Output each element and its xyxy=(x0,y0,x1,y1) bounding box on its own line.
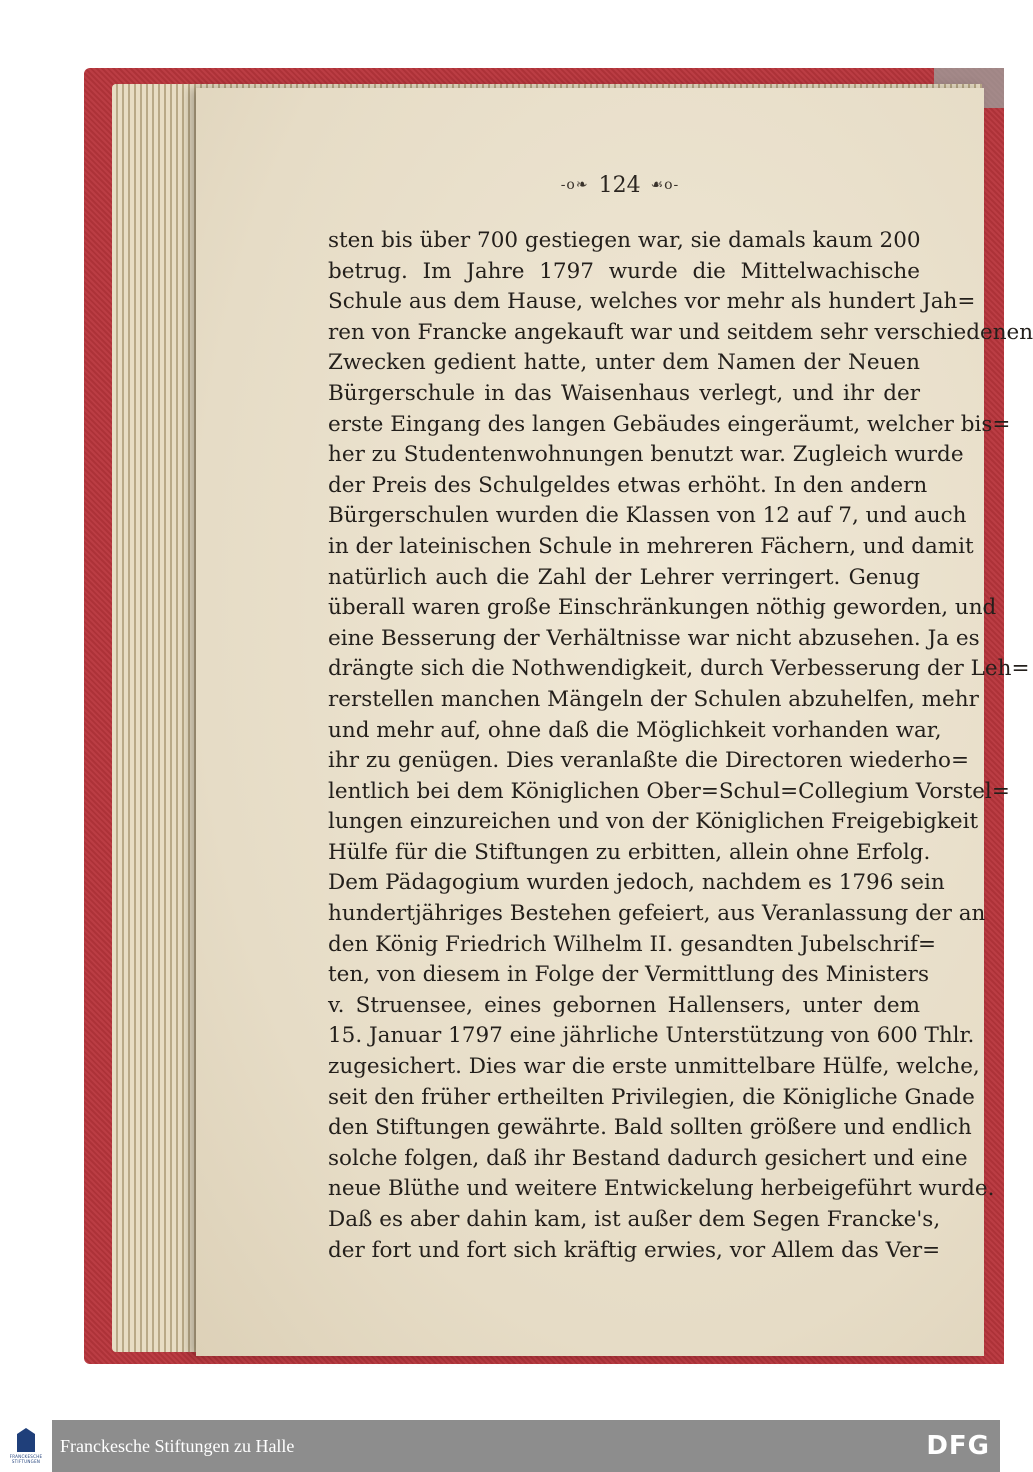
text-line: v. Struensee, eines gebornen Hallensers, unter dem xyxy=(328,992,920,1018)
text-line: lungen einzureichen und von der Königlichen Freigebigkeit xyxy=(328,809,979,835)
text-line: den König Friedrich Wilhelm II. gesandten Jubelschrif= xyxy=(328,931,937,957)
text-line: natürlich auch die Zahl der Lehrer verringert. Genug xyxy=(328,564,920,590)
dfg-logo[interactable]: DFG xyxy=(926,1431,990,1461)
text-line: sten bis über 700 gestiegen war, sie damals kaum 200 xyxy=(328,228,921,253)
institution-logo[interactable] xyxy=(0,1420,52,1472)
text-line: Dem Pädagogium wurden jedoch, nachdem es 1796 sein xyxy=(328,870,945,896)
text-line: den Stiftungen gewährte. Bald sollten größere und endlich xyxy=(328,1115,972,1141)
ornament-left-icon: -o❧ xyxy=(560,177,589,193)
text-line: der fort und fort sich kräftig erwies, vor Allem das Ver= xyxy=(328,1237,941,1263)
institution-name[interactable]: Franckesche Stiftungen zu Halle xyxy=(60,1435,295,1456)
text-line: Bürgerschule in das Waisenhaus verlegt, und ihr der xyxy=(328,380,920,406)
text-line: ihr zu genügen. Dies veranlaßte die Directoren wiederho= xyxy=(328,748,969,774)
text-line: 15. Januar 1797 eine jährliche Unterstützung von 600 Thlr. xyxy=(328,1023,975,1049)
text-line: rerstellen manchen Mängeln der Schulen abzuhelfen, mehr xyxy=(328,686,979,712)
text-line: der Preis des Schulgeldes etwas erhöht. In den andern xyxy=(328,472,928,498)
text-line: ren von Francke angekauft war und seitdem sehr verschiedenen xyxy=(328,319,1033,345)
text-line: hundertjähriges Bestehen gefeiert, aus Veranlassung der an xyxy=(328,901,986,927)
text-line: her zu Studentenwohnungen benutzt war. Zugleich wurde xyxy=(328,442,964,468)
text-line: Daß es aber dahin kam, ist außer dem Segen Francke's, xyxy=(328,1207,941,1232)
page-number: 124 xyxy=(598,172,641,198)
logo-caption: FRANCKESCHE STIFTUNGEN xyxy=(9,1454,43,1464)
text-line: und mehr auf, ohne daß die Möglichkeit vorhanden war, xyxy=(328,717,942,743)
text-line: erste Eingang des langen Gebäudes eingeräumt, welcher bis= xyxy=(328,411,1011,437)
text-line: zugesichert. Dies war die erste unmittelbare Hülfe, welche, xyxy=(328,1054,980,1080)
text-line: lentlich bei dem Königlichen Ober=Schul=Collegium Vorstel= xyxy=(328,778,1010,804)
text-line: neue Blüthe und weitere Entwickelung herbeigeführt wurde. xyxy=(328,1176,995,1202)
text-line: Hülfe für die Stiftungen zu erbitten, allein ohne Erfolg. xyxy=(328,839,931,865)
page-header xyxy=(520,170,720,200)
body-text xyxy=(328,226,1033,1266)
text-line: in der lateinischen Schule in mehreren Fächern, und damit xyxy=(328,533,974,559)
building-icon xyxy=(17,1428,35,1452)
text-line: Bürgerschulen wurden die Klassen von 12 auf 7, und auch xyxy=(328,503,967,529)
text-line: Schule aus dem Hause, welches vor mehr als hundert Jah= xyxy=(328,289,976,315)
text-line: überall waren große Einschränkungen nöthig geworden, und xyxy=(328,595,997,621)
text-line: eine Besserung der Verhältnisse war nicht abzusehen. Ja es xyxy=(328,625,980,651)
text-line: seit den früher ertheilten Privilegien, die Königliche Gnade xyxy=(328,1084,975,1110)
text-line: ten, von diesem in Folge der Vermittlung des Ministers xyxy=(328,962,929,988)
text-line: Zwecken gedient hatte, unter dem Namen der Neuen xyxy=(328,350,920,376)
text-line: betrug. Im Jahre 1797 wurde die Mittelwachische xyxy=(328,258,920,284)
text-line: solche folgen, daß ihr Bestand dadurch gesichert und eine xyxy=(328,1145,968,1171)
text-line: drängte sich die Nothwendigkeit, durch Verbesserung der Leh= xyxy=(328,656,1030,682)
viewer-footer xyxy=(0,1420,1000,1472)
ornament-right-icon: ☙o- xyxy=(650,177,680,193)
